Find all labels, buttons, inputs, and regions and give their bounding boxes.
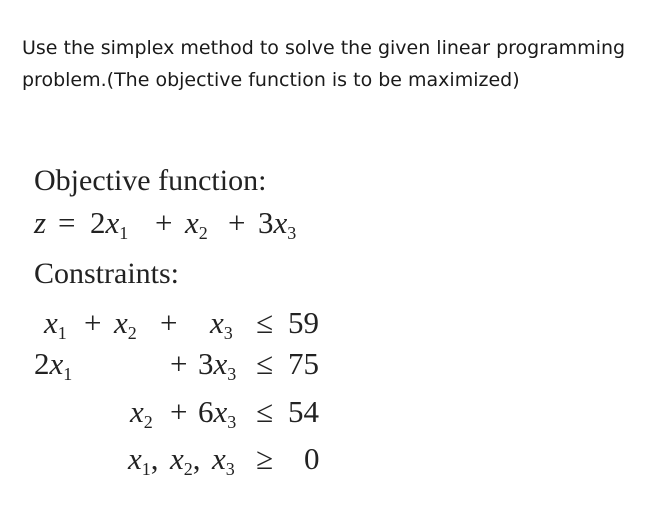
constraint-1-term-3: $x_3$ xyxy=(210,305,233,343)
question-line-2: problem.(The objective function is to be maximized) xyxy=(22,69,520,91)
objective-heading: Objective function: xyxy=(34,164,267,197)
objective-function xyxy=(30,203,330,243)
constraint-2-term-2: $3x_3$ xyxy=(198,346,237,384)
nonneg-relation: ≥ xyxy=(256,441,274,476)
constraint-1-relation: ≤ xyxy=(256,305,274,340)
constraint-1-plus-2: + xyxy=(160,305,178,340)
objective-term-1: $2x_1$ xyxy=(90,205,129,243)
constraint-3-term-2: $6x_3$ xyxy=(198,394,237,432)
constraint-2-plus: + xyxy=(170,346,188,381)
nonneg-var-3: $x_3$ xyxy=(212,441,235,479)
nonnegativity-constraint xyxy=(30,439,330,479)
constraint-1-plus-1: + xyxy=(84,305,102,340)
objective-term-3: $3x_3$ xyxy=(258,205,297,243)
constraints-heading: Constraints: xyxy=(34,257,180,290)
objective-term-2: $x_2$ xyxy=(185,205,208,243)
constraint-2-term-1: $2x_1$ xyxy=(34,346,73,384)
constraint-1 xyxy=(30,303,330,343)
nonneg-var-1: $x_1$, xyxy=(128,441,159,479)
constraint-3-rhs: 54 xyxy=(288,394,319,429)
constraint-1-rhs: 59 xyxy=(288,305,319,340)
constraint-1-term-2: $x_2$ xyxy=(114,305,137,343)
objective-equals: = xyxy=(58,205,76,240)
objective-plus-1: + xyxy=(155,205,173,240)
constraint-2-relation: ≤ xyxy=(256,346,274,381)
constraint-3-plus: + xyxy=(170,394,188,429)
constraint-2-rhs: 75 xyxy=(288,346,319,381)
nonneg-var-2: $x_2$, xyxy=(170,441,201,479)
constraint-3 xyxy=(30,392,330,432)
question-line-1: Use the simplex method to solve the given linear programming xyxy=(22,37,626,59)
objective-lhs: z xyxy=(34,205,47,240)
nonneg-rhs: 0 xyxy=(304,441,320,476)
constraint-2 xyxy=(30,344,330,384)
constraint-1-term-1: $x_1$ xyxy=(44,305,67,343)
constraint-3-term-1: $x_2$ xyxy=(130,394,153,432)
objective-plus-2: + xyxy=(228,205,246,240)
constraint-3-relation: ≤ xyxy=(256,394,274,429)
